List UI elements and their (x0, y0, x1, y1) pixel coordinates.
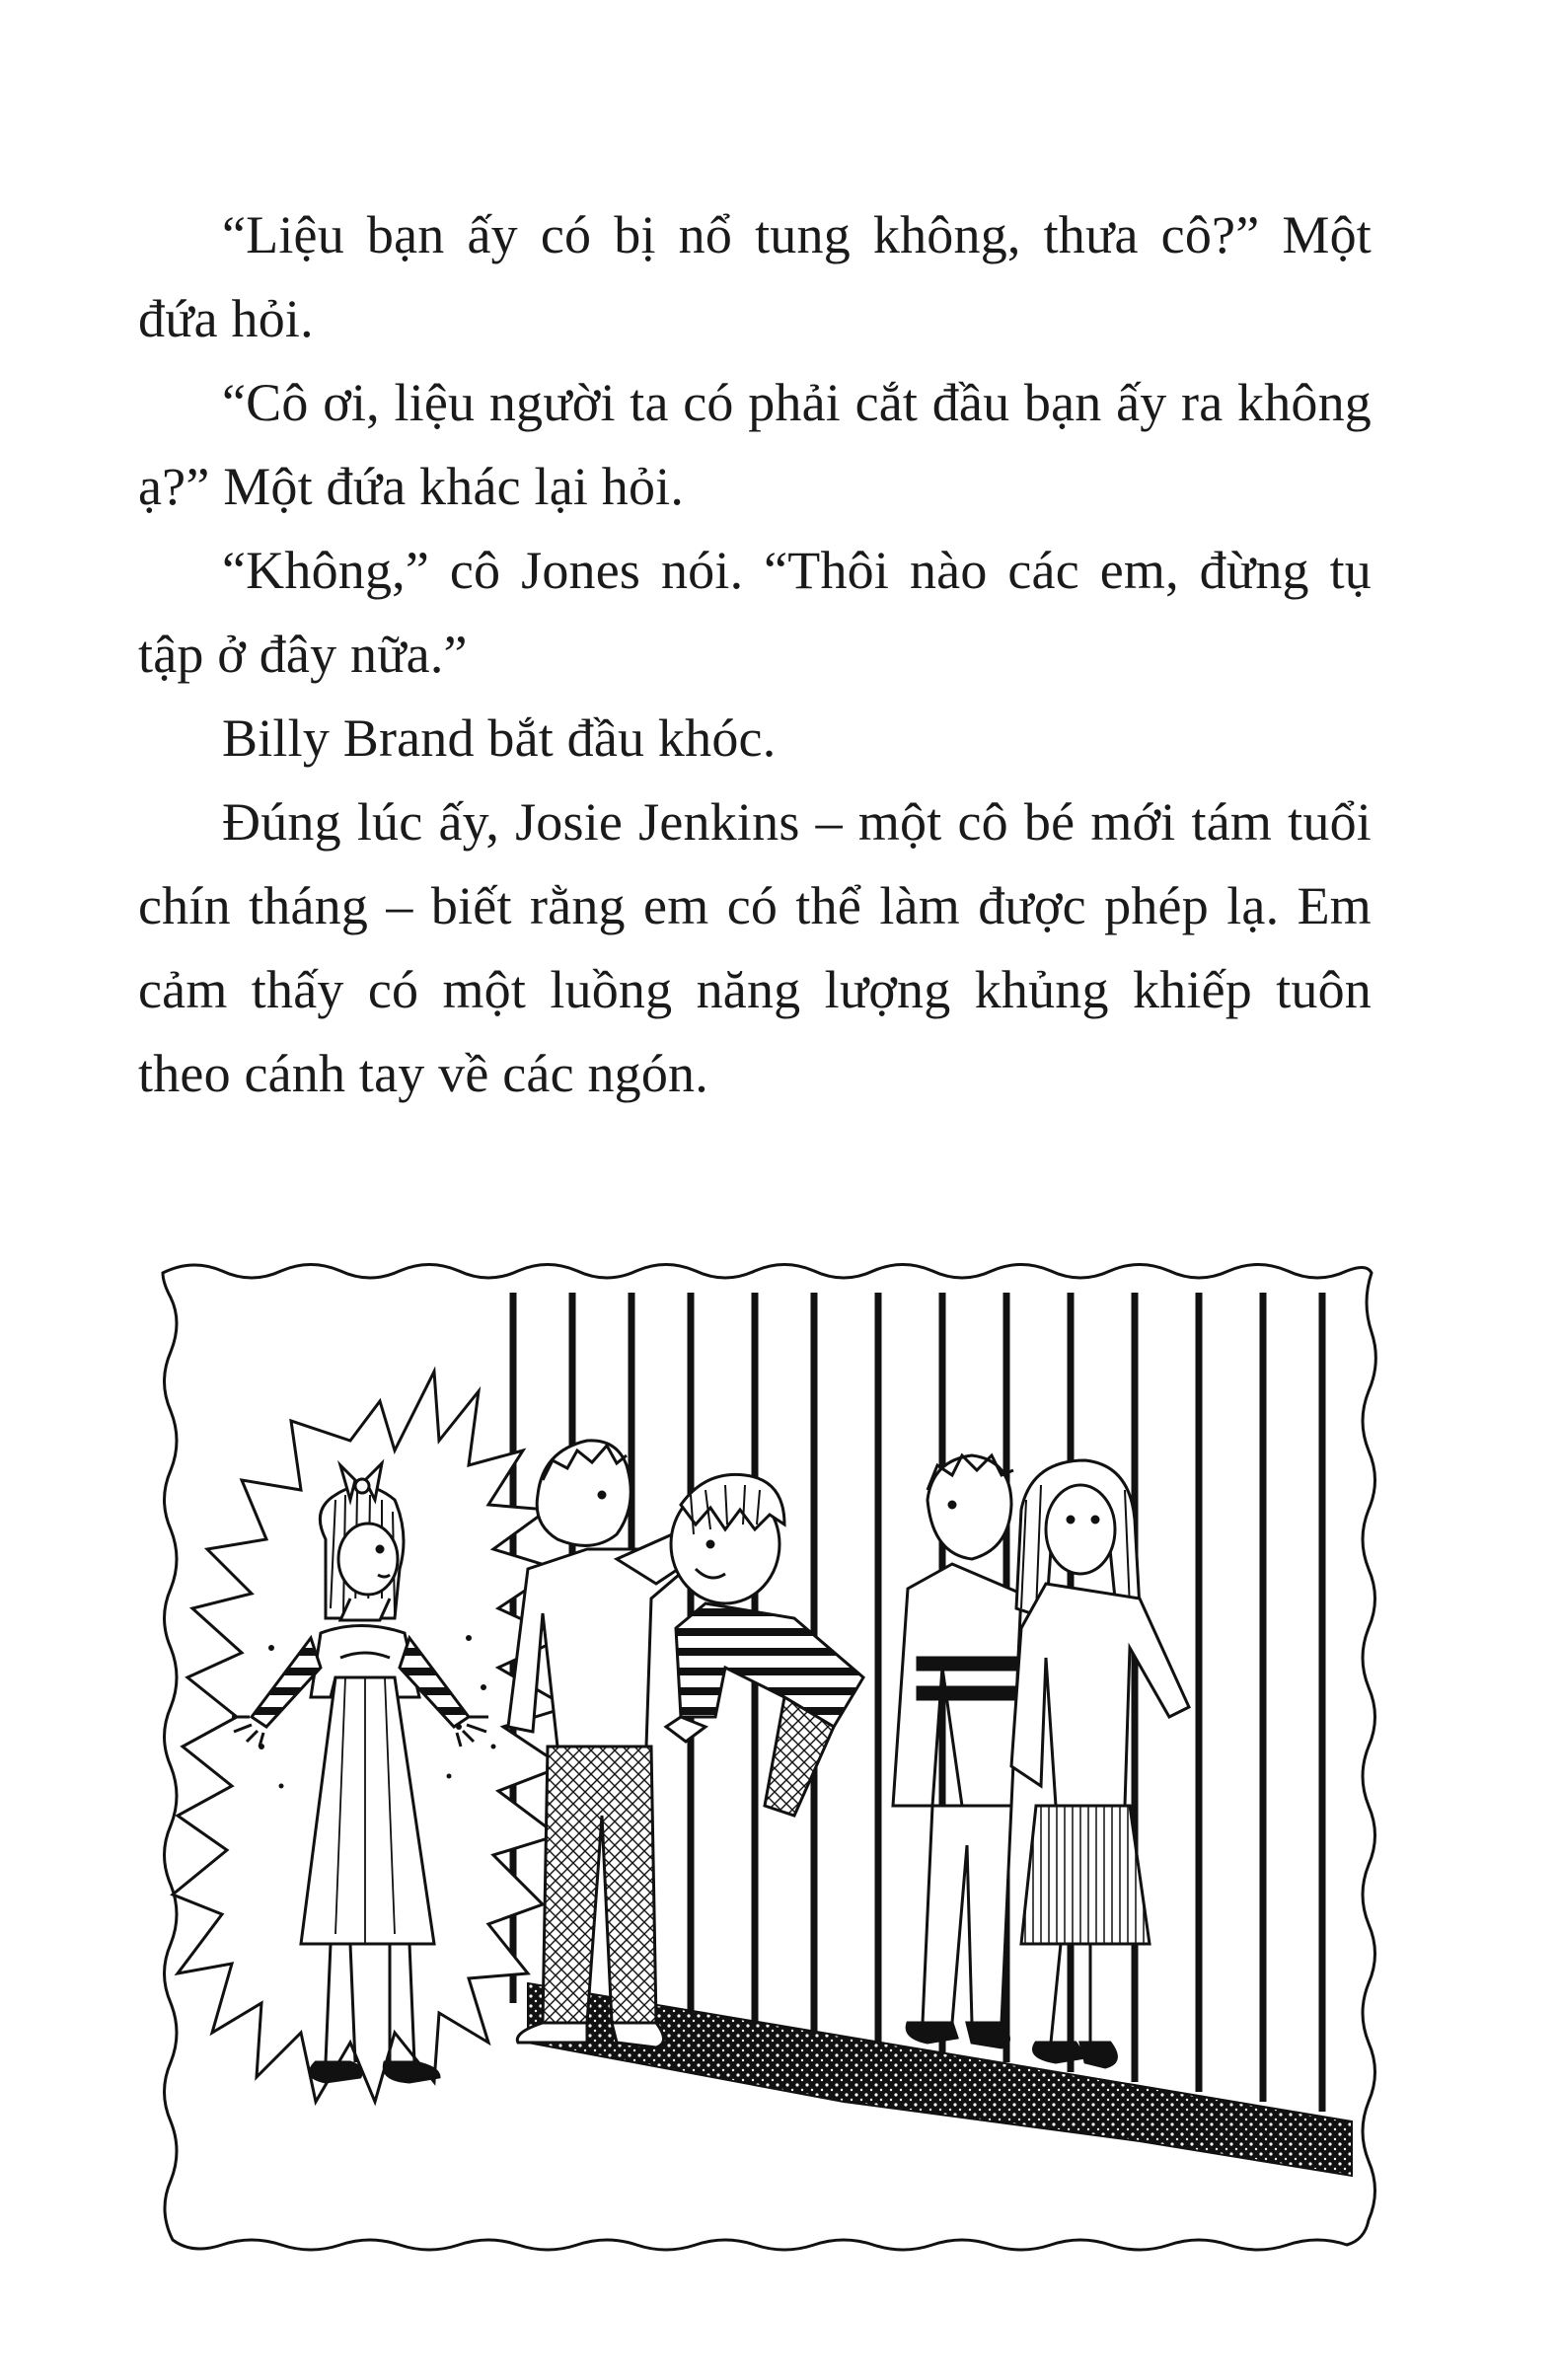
story-illustration (153, 1253, 1381, 2260)
girl-longhair (1011, 1460, 1189, 2067)
paragraph-4: Billy Brand bắt đầu khóc. (222, 708, 777, 768)
illustration-svg (153, 1253, 1381, 2260)
paragraph-5: Đúng lúc ấy, Josie Jenkins – một cô bé mới tám tuổi chín tháng – biết rằng em có thể làm được phép lạ. Em cảm thấy có một luồng năng lượng khủng khiếp tuôn theo cánh tay về các ngón. (138, 792, 1372, 1103)
paragraph-2: “Cô ơi, liệu người ta có phải cắt đầu bạn ấy ra không ạ?” Một đứa khác lại hỏi. (138, 373, 1372, 516)
boy-stuck (666, 1474, 863, 1816)
paragraph-1: “Liệu bạn ấy có bị nổ tung không, thưa cô?” Một đứa hỏi. (138, 205, 1372, 348)
story-text (138, 193, 1372, 1116)
paragraph-3: “Không,” cô Jones nói. “Thôi nào các em, đừng tụ tập ở đây nữa.” (138, 541, 1372, 684)
boy-striped (893, 1455, 1021, 2047)
